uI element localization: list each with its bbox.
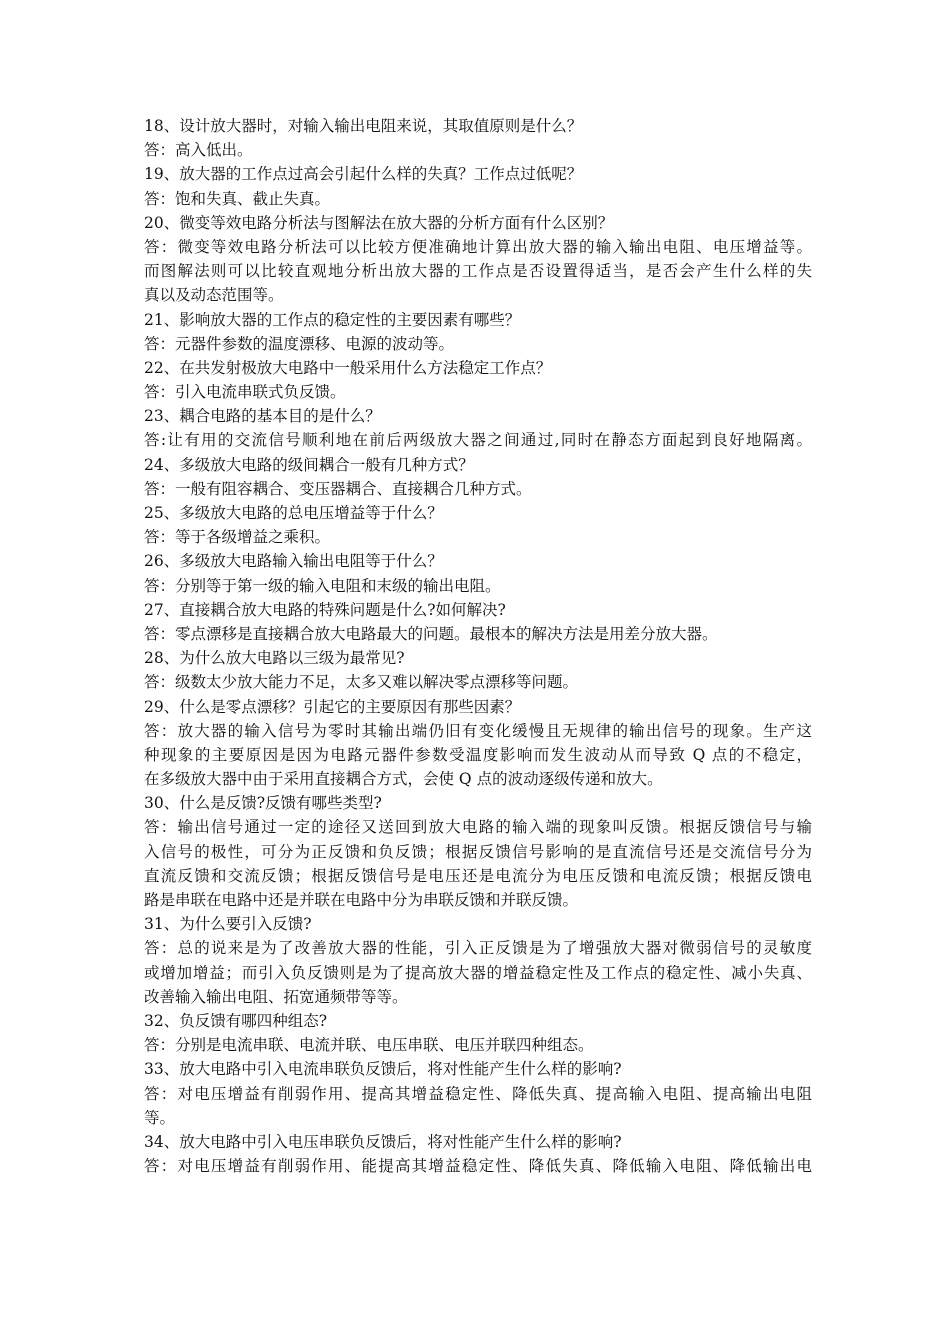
question-line: 30、什么是反馈?反馈有哪些类型? xyxy=(144,794,382,813)
question-line: 29、什么是零点漂移？引起它的主要原因有那些因素？ xyxy=(144,697,521,716)
answer-line: 答：零点漂移是直接耦合放大电路最大的问题。最根本的解决方法是用差分放大器。 xyxy=(144,624,718,643)
question-line: 21、影响放大器的工作点的稳定性的主要因素有哪些？ xyxy=(144,310,521,329)
answer-continuation-line: 入信号的极性，可分为正反馈和负反馈；根据反馈信号影响的是直流信号还是交流信号分为 xyxy=(144,842,812,861)
question-line: 32、负反馈有哪四种组态? xyxy=(144,1011,328,1030)
answer-line: 答：等于各级增益之乘积。 xyxy=(144,528,331,547)
answer-continuation-line: 而图解法则可以比较直观地分析出放大器的工作点是否设置得适当，是否会产生什么样的失 xyxy=(144,262,812,281)
question-line: 19、放大器的工作点过高会引起什么样的失真？工作点过低呢？ xyxy=(144,165,583,184)
answer-continuation-line: 或增加增益；而引入负反馈则是为了提高放大器的增益稳定性及工作点的稳定性、减小失真、 xyxy=(144,963,812,982)
answer-continuation-line: 路是串联在电路中还是并联在电路中分为串联反馈和并联反馈。 xyxy=(144,891,579,909)
answer-line: 答：元器件参数的温度漂移、电源的波动等。 xyxy=(144,334,455,353)
answer-line: 答：饱和失真、截止失真。 xyxy=(144,189,331,208)
question-line: 18、设计放大器时，对输入输出电阻来说，其取值原则是什么？ xyxy=(144,117,583,135)
document-body xyxy=(144,114,812,1178)
answer-continuation-line: 真以及动态范围等。 xyxy=(144,286,284,305)
answer-line: 答：高入低出。 xyxy=(144,141,253,160)
question-line: 31、为什么要引入反馈? xyxy=(144,915,312,934)
answer-line: 答：对电压增益有削弱作用、提高其增益稳定性、降低失真、提高输入电阻、提高输出电阻 xyxy=(144,1084,812,1103)
answer-line: 答：对电压增益有削弱作用、能提高其增益稳定性、降低失真、降低输入电阻、降低输出电 xyxy=(144,1157,812,1176)
question-line: 25、多级放大电路的总电压增益等于什么？ xyxy=(144,504,443,522)
answer-line: 答：输出信号通过一定的途径又送回到放大电路的输入端的现象叫反馈。根据反馈信号与输 xyxy=(144,818,812,837)
question-line: 28、为什么放大电路以三级为最常见? xyxy=(144,649,405,668)
answer-line: 答：放大器的输入信号为零时其输出端仍旧有变化缓慢且无规律的输出信号的现象。生产这 xyxy=(144,721,812,740)
answer-line: 答：一般有阻容耦合、变压器耦合、直接耦合几种方式。 xyxy=(144,479,532,498)
answer-continuation-line: 在多级放大器中由于采用直接耦合方式，会使 Q 点的波动逐级传递和放大。 xyxy=(144,770,663,789)
question-line: 23、耦合电路的基本目的是什么？ xyxy=(144,407,381,426)
answer-continuation-line: 改善输入输出电阻、拓宽通频带等等。 xyxy=(144,987,408,1006)
question-line: 22、在共发射极放大电路中一般采用什么方法稳定工作点？ xyxy=(144,358,552,377)
answer-line: 答：微变等效电路分析法可以比较方便准确地计算出放大器的输入输出电阻、电压增益等。 xyxy=(144,237,812,256)
answer-line: 答：分别是电流串联、电流并联、电压串联、电压并联四种组态。 xyxy=(144,1036,594,1055)
question-line: 20、微变等效电路分析法与图解法在放大器的分析方面有什么区别？ xyxy=(144,213,614,232)
question-line: 26、多级放大电路输入输出电阻等于什么？ xyxy=(144,552,443,571)
answer-continuation-line: 等。 xyxy=(144,1108,176,1127)
answer-continuation-line: 直流反馈和交流反馈；根据反馈信号是电压还是电流分为电压反馈和电流反馈；根据反馈电 xyxy=(144,866,812,885)
answer-line: 答：总的说来是为了改善放大器的性能，引入正反馈是为了增强放大器对微弱信号的灵敏度 xyxy=(144,939,812,958)
answer-line: 答：级数太少放大能力不足，太多又难以解决零点漂移等问题。 xyxy=(144,673,579,692)
question-line: 33、放大电路中引入电流串联负反馈后，将对性能产生什么样的影响? xyxy=(144,1060,622,1079)
answer-line: 答：分别等于第一级的输入电阻和末级的输出电阻。 xyxy=(144,576,501,595)
question-line: 27、直接耦合放大电路的特殊问题是什么?如何解决? xyxy=(144,600,506,619)
answer-continuation-line: 种现象的主要原因是因为电路元器件参数受温度影响而发生波动从而导致 Q 点的不稳定， xyxy=(144,745,812,764)
question-line: 24、多级放大电路的级间耦合一般有几种方式？ xyxy=(144,455,474,474)
answer-line: 答:让有用的交流信号顺利地在前后两级放大器之间通过,同时在静态方面起到良好地隔离。 xyxy=(144,431,812,450)
answer-line: 答：引入电流串联式负反馈。 xyxy=(144,383,346,402)
question-line: 34、放大电路中引入电压串联负反馈后，将对性能产生什么样的影响? xyxy=(144,1132,622,1151)
